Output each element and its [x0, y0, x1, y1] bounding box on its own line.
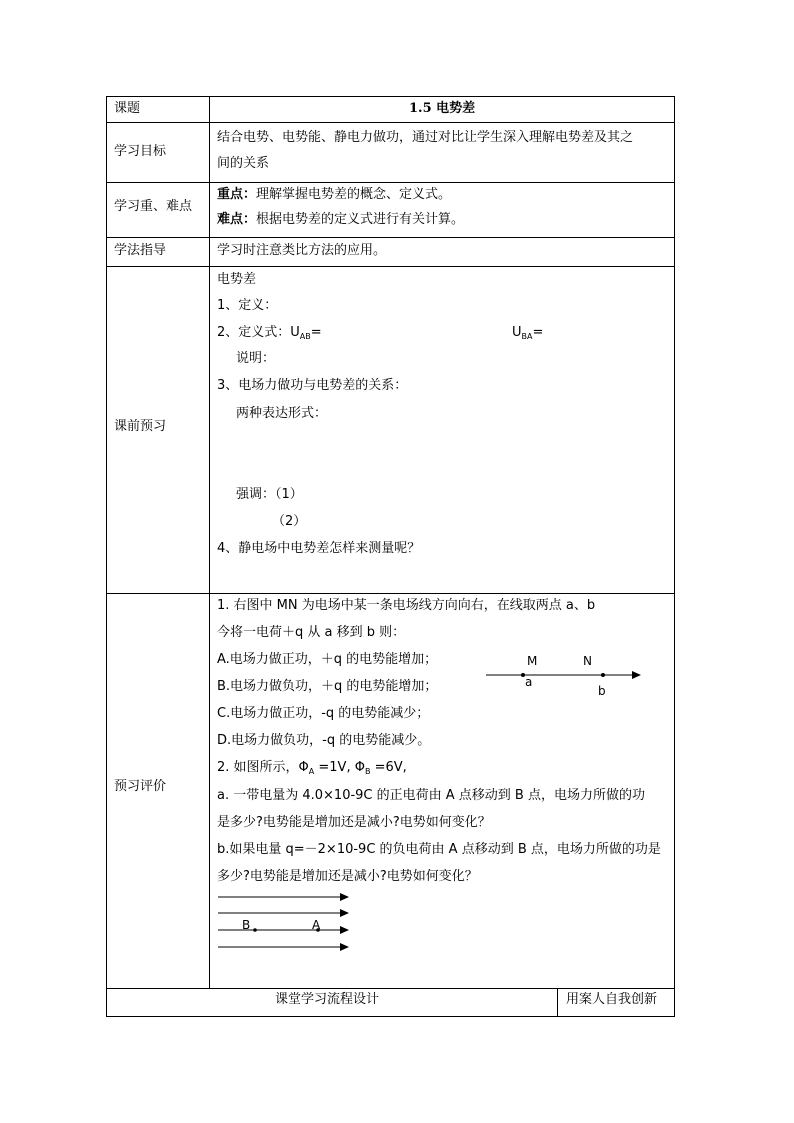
q1-option-d: D.电场力做负功，-q 的电势能减少。	[217, 733, 431, 748]
footer-design-label: 课堂学习流程设计	[275, 992, 380, 1007]
formula-u-ba: U	[512, 325, 522, 340]
keypoints-label: 学习重、难点	[114, 199, 193, 214]
q2-subscript-a: A	[308, 767, 315, 776]
q2b-line2: 多少?电势能是增加还是减小?电势如何变化？	[217, 869, 478, 884]
goal-label: 学习目标	[114, 144, 167, 159]
arrowhead-icon	[340, 893, 349, 901]
preview-item-relation: 3、电场力做功与电势差的关系：	[217, 378, 408, 393]
q1-option-a: A.电场力做正功，＋q 的电势能增加；	[217, 652, 438, 667]
point-b-dot	[253, 928, 257, 932]
preview-emphasis-1: 强调：（1）	[236, 487, 303, 502]
formula-subscript-ab: AB	[299, 332, 311, 341]
preview-forms: 两种表达形式：	[236, 406, 328, 421]
goal-text-line1: 结合电势、电势能、静电力做功，通过对比让学生深入理解电势差及其之	[217, 130, 634, 145]
fig2-label-b: B	[242, 918, 251, 932]
page-title: 1.5 电势差	[409, 101, 476, 116]
formula-subscript-ba: BA	[521, 332, 533, 341]
q1-option-c: C.电场力做正功，-q 的电势能减少；	[217, 706, 430, 721]
fig1-label-b: b	[598, 684, 606, 698]
fig1-label-n: N	[583, 654, 592, 668]
formula-equals: =	[310, 325, 322, 340]
q1-line2: 今将一电荷＋q 从 a 移到 b 则：	[217, 625, 406, 640]
fig1-label-a: a	[525, 675, 533, 689]
hard-point-label: 难点：	[217, 212, 257, 227]
key-point-label: 重点：	[217, 187, 257, 202]
preview-heading: 电势差	[217, 272, 257, 287]
hard-point-text: 根据电势差的定义式进行有关计算。	[256, 212, 465, 227]
fig2-label-a: A	[312, 918, 321, 932]
key-point-text: 理解掌握电势差的概念、定义式。	[256, 187, 452, 202]
q2a-line2: 是多少?电势能是增加还是减小?电势如何变化？	[217, 815, 491, 830]
method-label: 学法指导	[114, 243, 167, 258]
preview-item-definition: 1、定义：	[217, 298, 278, 313]
q2-prefix: 2. 如图所示，Φ	[217, 760, 309, 775]
goal-text-line2: 间的关系	[217, 156, 270, 171]
q2-subscript-b: B	[364, 767, 371, 776]
q2b-line1: b.如果电量 q=－2×10-9C 的负电荷由 A 点移动到 B 点，电场力所做的功是	[217, 842, 661, 857]
q2a-line1: a. 一带电量为 4.0×10-9C 的正电荷由 A 点移动到 B 点，电场力所做的功	[217, 788, 645, 803]
q1-line1: 1. 右图中 MN 为电场中某一条电场线方向向右，在线取两点 a、b	[217, 598, 596, 613]
preview-label: 课前预习	[114, 419, 167, 434]
preview-item-measurement: 4、静电场中电势差怎样来测量呢？	[217, 541, 421, 556]
header-label: 课题	[114, 101, 141, 116]
arrowhead-icon	[340, 943, 349, 951]
fig1-label-m: M	[527, 654, 538, 668]
formula-equals-ba: =	[532, 325, 544, 340]
preview-emphasis-2: （2）	[272, 514, 307, 529]
arrowhead-icon	[340, 909, 349, 917]
footer-innovation-label: 用案人自我创新	[566, 992, 658, 1007]
q1-option-b: B.电场力做负功，＋q 的电势能增加；	[217, 679, 438, 694]
q2-end: =6V,	[370, 760, 407, 775]
arrowhead-icon	[340, 926, 349, 934]
preview-note: 说明：	[236, 351, 276, 366]
evaluation-label: 预习评价	[114, 779, 167, 794]
q2-mid: =1V, Φ	[314, 760, 365, 775]
method-text: 学习时注意类比方法的应用。	[217, 243, 387, 258]
formula-prefix: 2、定义式：U	[217, 325, 300, 340]
